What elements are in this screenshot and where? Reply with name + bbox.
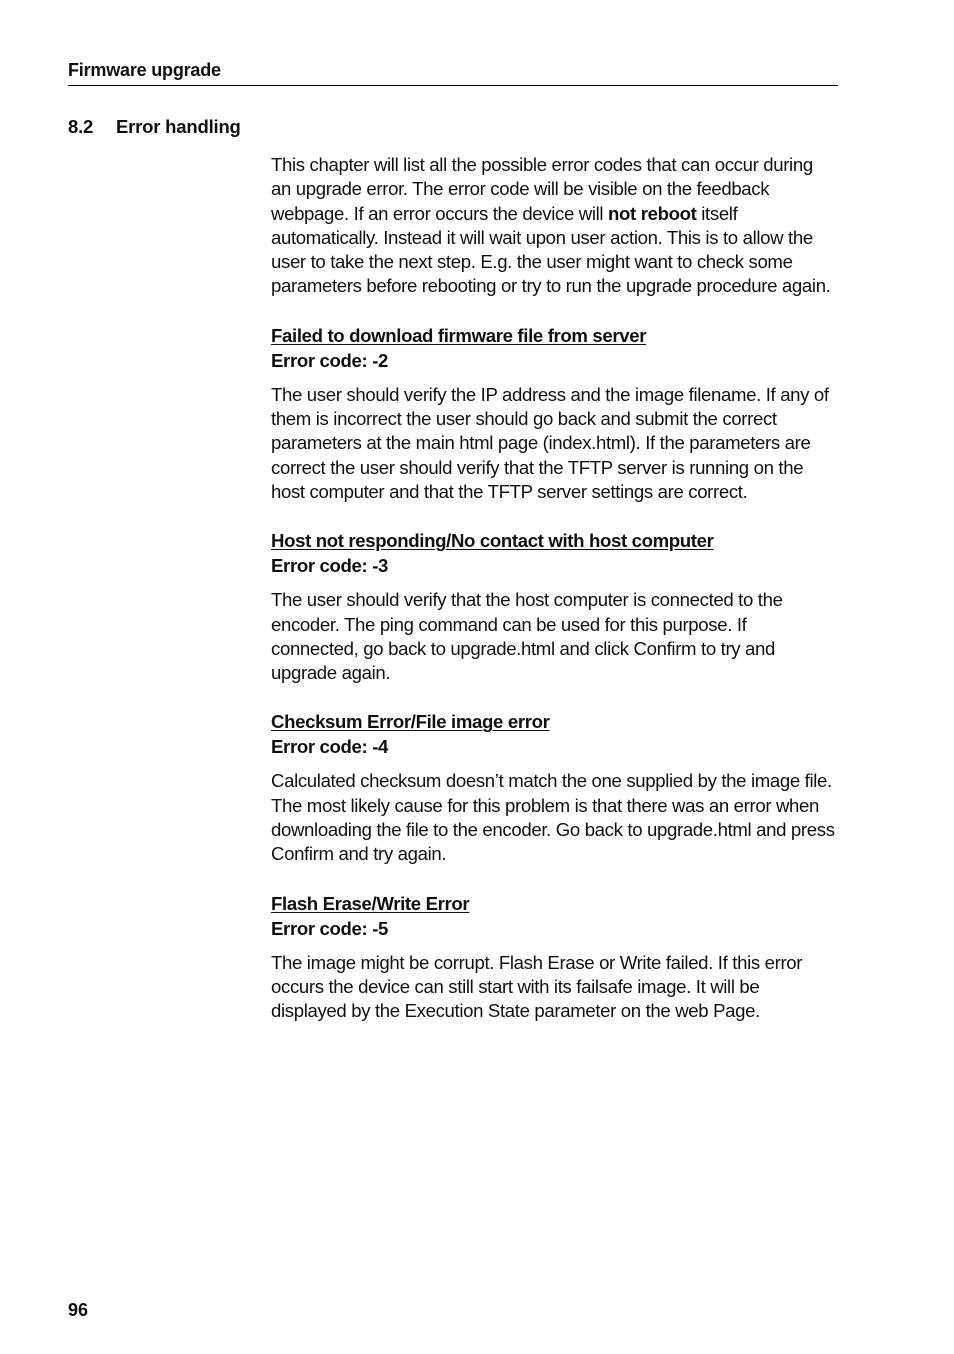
error-code: Error code: -4 xyxy=(271,736,389,758)
intro-text-2: itself automatically. Instead it will wait upon user action. This is to allow the user to take the next step. E.g. the user might want to check some parameters before rebooting or try to run the upgrade procedure again. xyxy=(271,202,831,297)
running-header-title: Firmware upgrade xyxy=(68,60,221,80)
error-block-4 xyxy=(271,709,837,866)
intro-text-1: This chapter will list all the possible error codes that can occur during an upgrade error. The error code will be visible on the feedback webpage. If an error occurs the device will xyxy=(271,154,813,224)
error-title: Host not responding/No contact with host computer xyxy=(271,530,714,552)
page-number: 96 xyxy=(68,1300,89,1320)
section-number: 8.2 xyxy=(68,116,94,137)
intro-emphasis: not reboot xyxy=(608,202,697,224)
error-description: Calculated checksum doesn’t match the one supplied by the image file. The most likely cause for this problem is that there was an error when downloading the file to the encoder. Go back to upgrade.html and press Confirm and try again. xyxy=(271,770,835,865)
running-header xyxy=(68,58,838,86)
section-title: Error handling xyxy=(116,116,241,137)
error-title: Failed to download firmware file from server xyxy=(271,324,647,346)
intro-paragraph xyxy=(271,153,837,299)
error-code: Error code: -3 xyxy=(271,555,389,577)
error-block-5 xyxy=(271,891,837,1024)
error-title: Flash Erase/Write Error xyxy=(271,892,470,914)
content-column xyxy=(271,153,837,1048)
error-code: Error code: -5 xyxy=(271,917,389,939)
error-description: The user should verify that the host computer is connected to the encoder. The ping command can be used for this purpose. If connected, go back to upgrade.html and click Confirm to try and upgrade again. xyxy=(271,589,783,684)
error-title: Checksum Error/File image error xyxy=(271,711,550,733)
section-heading xyxy=(68,116,241,138)
error-code: Error code: -2 xyxy=(271,349,389,371)
error-description: The user should verify the IP address and the image filename. If any of them is incorrect the user should go back and submit the correct parameters at the main html page (index.html). If the parameters are correct the user should verify that the TFTP server is running on the host computer and that the TFTP server settings are correct. xyxy=(271,383,829,502)
error-block-2 xyxy=(271,323,837,504)
error-description: The image might be corrupt. Flash Erase or Write failed. If this error occurs the device can still start with its failsafe image. It will be displayed by the Execution State parameter on the web Page. xyxy=(271,951,803,1022)
error-block-3 xyxy=(271,528,837,685)
